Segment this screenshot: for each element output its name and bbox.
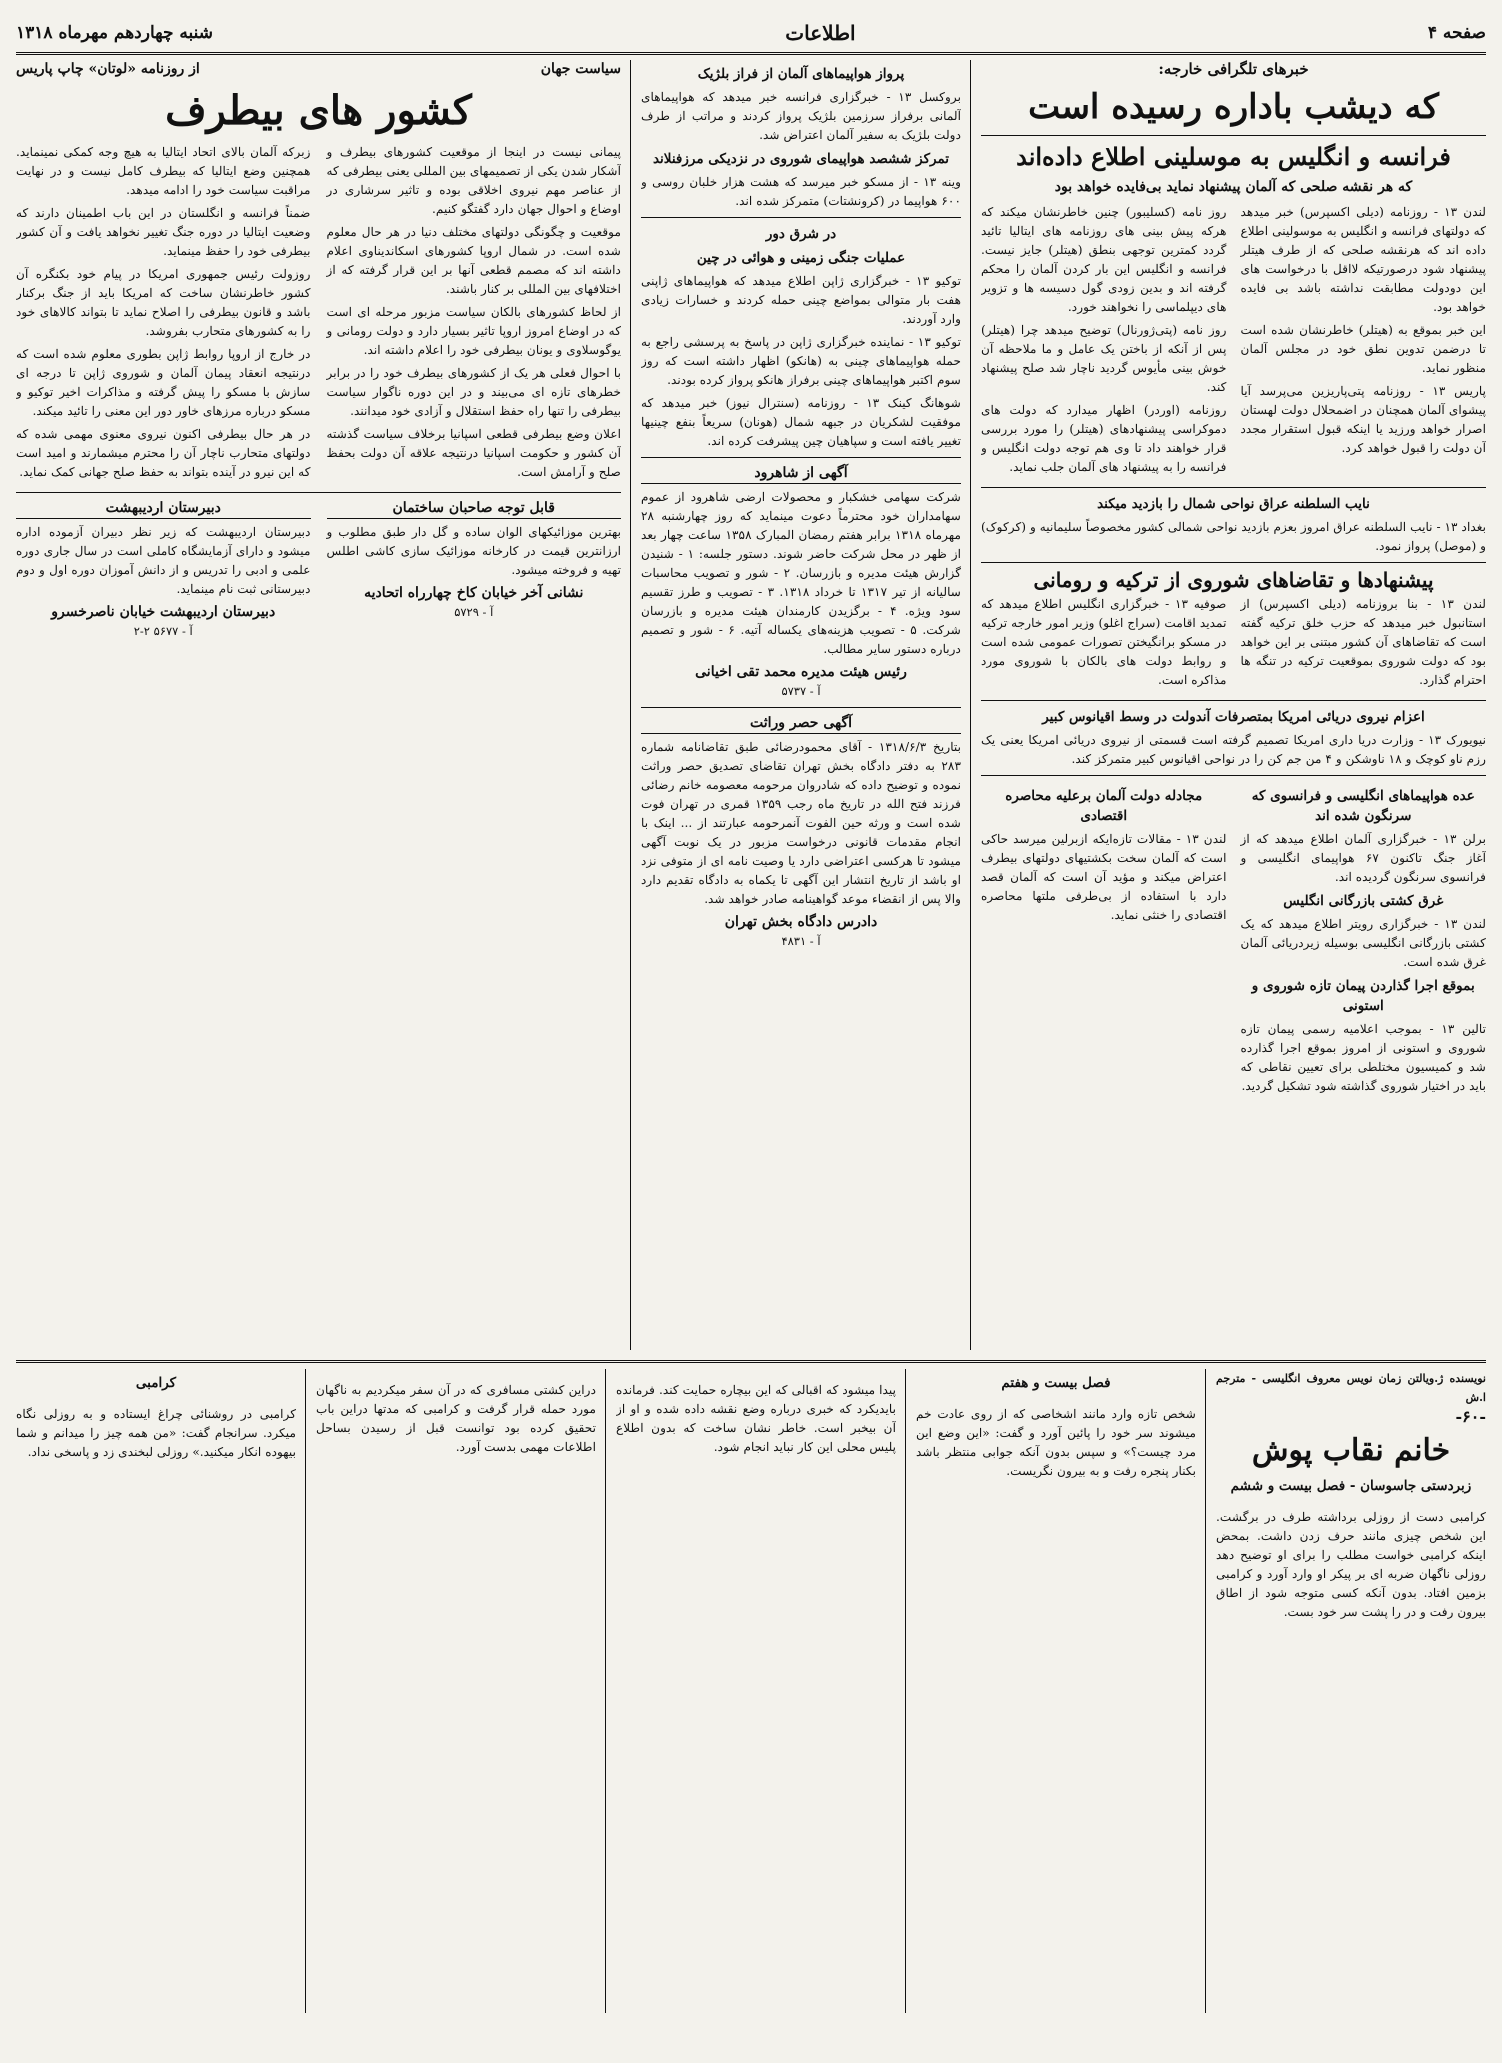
serial-column xyxy=(916,1369,1196,2013)
serial-column xyxy=(616,1369,896,2013)
serial-section xyxy=(16,1360,1486,2013)
story-paragraph: لندن ۱۳ - بنا بروزنامه (دیلی اکسپرس) از استانبول خبر میدهد که حزب خلق ترکیه گفته است که تقاضاهای آن کشور مبتنی بر این خواهد بود که دولت شوروی بموقعیت ترکیه در تنگه ها احترام گذارد. xyxy=(1240,597,1486,687)
serial-text: پیدا میشود که اقبالی که این بیچاره حمایت کند. فرمانده بایدیکرد که خبری درباره وضع نقشه داده شده و او از آن بیخبر است. خاطر نشان ساخت که بدون اطلاع پلیس محلی این کار نباید انجام شود. xyxy=(616,1383,896,1455)
headline-planes: عده هواپیماهای انگلیسی و فرانسوی که سرنگون شده اند xyxy=(1251,788,1475,824)
serial-text: شخص تازه وارد مانند اشخاصی که از روی عادت خم میشوند سر خود را پائین آورد و گفت: «این وضع این مرد چیست؟» و سپس بدون آنکه جوابی منتظر باشد بکنار پنجره رفت و به بیرون نگریست. xyxy=(916,1407,1196,1479)
story-paragraph: در خارج از اروپا روابط ژاپن بطوری معلوم شده است که درنتیجه انعقاد پیمان آلمان و شوروی ژاپن تا درجه ای سازش با مسکو را پیش گرفته و مذاکرات اخیر توکیو و مسکو درباره مرزهای خاور دور این معنی را تائید میکند. xyxy=(16,347,311,418)
story-paragraph: روز نامه (کسلیبور) چنین خاطرنشان میکند که هرکه پیش بینی های روزنامه های ایتالیا تائید گردد کمترین توجهی بنطق (هیتلر) جایز نیست. فرانسه و انگلیس این بار کردن آلمان را محکم گرفته اند و بدین زودی گول دسیسه ها و تزویر های دیپلماسی را نخواهند خورد. xyxy=(981,205,1227,314)
ad-body: بتاریخ ۱۳۱۸/۶/۳ - آقای محمودرضائی طبق تقاضانامه شماره ۲۸۳ به دفتر دادگاه بخش تهران تقاضای تصدیق حصر وراثت نموده و توضیح داده که شادروان مرحومه معصومه خانم رضائی فرزند فتح الله در تاریخ ماه رجب ۱۳۵۹ قمری در تهران فوت شده است و ورثه حین الفوت آنمرحومه عبارتند از ... اینک با انجام مقدمات قانونی درخواست مزبور در یک نوبت آگهی میشود تا هرکسی اعتراضی دارد یا وصیت نامه ای از متوفی نزد او باشد از تاریخ انتشار این آگهی تا یکماه به دادگاه تقدیم دارد والا پس از انقضاء موعد گواهینامه صادر خواهد شد. xyxy=(641,740,961,906)
serial-column xyxy=(316,1369,596,2013)
headline-pact: بموقع اجرا گذاردن پیمان تازه شوروی و استونی xyxy=(1251,978,1475,1014)
main-headline: فرانسه و انگلیس به موسلینی اطلاع داده‌اند xyxy=(1016,142,1451,171)
story-paragraph: روزنامه (اوردر) اظهار میدارد که دولت های دموکراسی پیشنهادهای (هیتلر) را مورد بررسی قرار خواهند داد تا وی هم توجه دولت انگلیس و فرانسه را به پیشنهاد های آلمان جلب نماید. xyxy=(981,403,1227,474)
story-paragraph: شوهانگ کینک ۱۳ - روزنامه (سنترال نیوز) خبر میدهد که موفقیت لشکریان در جبهه شمال (هونان) سریعاً بنفع چینیها تغییر یافته است و سپاهیان چین پیشرفت کرده اند. xyxy=(641,396,961,448)
story-paragraph: توکیو ۱۳ - خبرگزاری ژاپن اطلاع میدهد که هواپیماهای ژاپنی هفت بار متوالی بمواضع چینی حمله کردند و خسارات زیادی وارد آوردند. xyxy=(641,274,961,326)
headline-iraq: نایب السلطنه عراق نواحی شمال را بازدید میکند xyxy=(1097,496,1370,512)
story-paragraph: این خبر بموقع به (هیتلر) خاطرنشان شده است تا درضمن تدوین نطق خود در مجلس آلمان منظور نماید. xyxy=(1240,323,1486,375)
main-story xyxy=(981,203,1486,481)
ad-title: آگهی حصر وراثت xyxy=(641,714,961,734)
politics-headline: کشور های بیطرف xyxy=(165,87,472,134)
column-foreign-news xyxy=(981,60,1486,1350)
ad-body: شرکت سهامی خشکبار و محصولات ارضی شاهرود از عموم سهامداران خود محترماً دعوت مینماید که روز چهارشنبه ۲۸ مهرماه ۱۳۱۸ برابر هفتم رمضان المبارک ۱۳۵۸ ساعت چهار بعد از ظهر در محل شرکت حاضر شوند. دستور جلسه: ۱ - شنیدن گزارش هیئت مدیره و بازرسان. ۲ - شور و تصویب محاسبات سالیانه از تیر ۱۳۱۷ تا خرداد ۱۳۱۸. ۳ - تصویب و طرز تقسیم سود ویژه. ۴ - برگزیدن کارمندان هیئت مدیره و بازرسان شرکت. ۵ - تصویب هزینه‌های یکساله آتیه. ۶ - شور و تصمیم درباره دستور سایر مطالب. xyxy=(641,490,961,656)
headline-far-east: در شرق دور xyxy=(765,226,837,242)
newspaper-page xyxy=(16,14,1486,2024)
source-label: از روزنامه «لوتان» چاپ پاریس xyxy=(16,61,200,77)
page-number: صفحه ۴ xyxy=(1427,23,1486,43)
story-paragraph: لندن ۱۳ - مقالات تازه‌ایکه ازبرلین میرسد حاکی است که آلمان سخت بکشتیهای دولتهای بیطرف اعتراض میکند و مؤید آن است که آلمان قصد دارد با استفاده از بی‌طرفی ملتها محاصره اقتصادی را خنثی نماید. xyxy=(981,832,1227,922)
ad-signature: دبیرستان اردیبهشت خیابان ناصرخسرو xyxy=(51,604,276,620)
ad-number: آ - ۵۶۷۷ ۲-۲ xyxy=(133,624,193,638)
story-paragraph: موقعیت و چگونگی دولتهای مختلف دنیا در هر حال معلوم شده است. در شمال اروپا کشورهای اسکاندیناوی اعلام داشته اند که مصمم قطعی آنها بر این قرار گرفته که از اختلافهای بین المللی بر کنار باشند. xyxy=(326,225,621,296)
politics-story xyxy=(16,143,621,486)
story-paragraph: از لحاظ کشورهای بالکان سیاست مزبور مرحله ای است که در اوضاع امروز اروپا تاثیر بسیار دارد و دولت رومانی و یوگوسلاوی و یونان بیطرفی خود را اعلام داشته اند. xyxy=(326,305,621,357)
paper-name: اطلاعات xyxy=(785,21,856,45)
serial-author: نویسنده ژ.ویالتن زمان نویس معروف انگلیسی - مترجم ا.ش xyxy=(1216,1372,1486,1404)
ad-number: آ - ۵۷۳۷ xyxy=(781,684,821,698)
ad-body: بهترین موزائیکهای الوان ساده و گل دار طبق مطلوب و ارزانترین قیمت در کارخانه موزائیک سازی کاشی اطلس تهیه و فروخته میشود. xyxy=(326,525,621,577)
serial-title: خانم نقاب پوش xyxy=(1251,1433,1451,1468)
story-paragraph: اعلان وضع بیطرفی قطعی اسپانیا برخلاف سیاست گذشته آن کشور و حکومت اسپانیا درنتیجه علاقه آن دولت بحفظ صلح و آرامش است. xyxy=(326,427,621,479)
story-paragraph: ضمناً فرانسه و انگلستان در این باب اطمینان دارند که وضعیت ایتالیا در دوره جنگ تغییر نخواهد یافت و آن کشور بیطرفی خود را حفظ مینماید. xyxy=(16,206,311,258)
section-label: سیاست جهان xyxy=(540,61,621,77)
story-paragraph: زبرکه آلمان بالای اتحاد ایتالیا به هیچ وجه کمکی نمینماید. همچنین وضع ایتالیا که بیطرف کامل نیست و در نهایت مراقبت سیاست خود را ادامه میدهد. xyxy=(16,145,311,197)
ad-signature: رئیس هیئت مدیره محمد تقی اخیانی xyxy=(695,664,907,680)
headline-blockade: مجادله دولت آلمان برعلیه محاصره اقتصادی xyxy=(1005,788,1203,824)
story-paragraph: روزولت رئیس جمهوری امریکا در پیام خود بکنگره آن کشور خاطرنشان ساخت که امریکا باید از جنگ برکنار باشد و قانون بیطرفی را اصلاح نماید تا بتواند کالاهای خود را به کشورهای متحارب بفروشد. xyxy=(16,267,311,338)
banner-headline: که دیشب باداره رسیده است xyxy=(1028,87,1439,127)
ad-school xyxy=(16,499,311,645)
serial-text: دراین کشتی مسافری که در آن سفر میکردیم به ناگهان مورد حمله قرار گرفت و کرامبی که مدتها دراین باب تحقیق کرده بود توانست قبل از رسیدن بساحل اطلاعات مهمی بدست آورد. xyxy=(316,1383,596,1455)
story-paragraph: پیمانی نیست در اینجا از موقعیت کشورهای بیطرف و آشکار شدن یکی از تصمیمهای بین المللی یعنی بیطرفی که از عناصر مهم نیروی اخلاقی بوده و تاثیر سرشاری در اوضاع و احوال جهان دارد گفتگو کنیم. xyxy=(326,145,621,216)
kicker: خبرهای تلگرافی خارجه: xyxy=(1158,60,1309,78)
ad-signature: دادرس دادگاه بخش تهران xyxy=(724,914,878,930)
ad-title: آگهی از شاهرود xyxy=(641,464,961,484)
issue-date: شنبه چهاردهم مهرماه ۱۳۱۸ xyxy=(16,23,214,43)
serial-chapter-head: فصل بیست و هفتم xyxy=(1001,1375,1111,1391)
serial-subtitle: زبردستی جاسوسان - فصل بیست و ششم xyxy=(1230,1478,1472,1494)
column-middle xyxy=(641,60,961,1350)
serial-text: کرامبی در روشنائی چراغ ایستاده و به روزلی نگاه میکرد. سرانجام گفت: «من همه چیز را میدانم و شما بیهوده انکار میکنید.» روزلی لبخندی زد و پاسخی نداد. xyxy=(16,1407,296,1460)
story-paragraph: روز نامه (پتی‌ژورنال) توضیح میدهد چرا (هیتلر) پس از آنکه از باختن یک عامل و ما ملاحظه آن خوش بینی مأیوس گردید ناچار شد صلح پیشنهاد کند. xyxy=(981,323,1227,394)
serial-text: کرامبی دست از روزلی برداشته طرف در برگشت. این شخص چیزی مانند حرف زدن داشت. بمحض اینکه کرامبی خواست مطلب را برای او توضیح دهد روزلی ناگهان ضربه ای بر پیکر او وارد آورد و کرامبی بزمین افتاد. بدون آنکه کسی متوجه شود از اطاق بیرون رفت و در را پشت سر خود بست. xyxy=(1216,1510,1486,1620)
masthead xyxy=(16,14,1486,55)
ad-signature: نشانی آخر خیابان کاخ چهارراه اتحادیه xyxy=(364,585,584,601)
serial-chapter-head: کرامبی xyxy=(135,1375,177,1391)
headline-china-ops: عملیات جنگی زمینی و هوائی در چین xyxy=(696,250,906,266)
story-paragraph: تالین ۱۳ - بموجب اعلامیه رسمی پیمان تازه شوروی و استونی از امروز بموقع اجرا گذارده شد و کمیسیون مختلطی برای تعیین نقاطی که باید در اختیار شوروی گذاشته شود تشکیل گردید. xyxy=(1240,1022,1486,1093)
headline-belgium: پرواز هواپیماهای آلمان از فراز بلژیک xyxy=(697,66,905,82)
story-paragraph: توکیو ۱۳ - نماینده خبرگزاری ژاپن در پاسخ به پرسشی راجع به حمله هواپیماهای چینی به (هانکو) اظهار داشته است که روز سوم اکتبر هواپیماهای چینی برفراز هانکو پرواز کرده بودند. xyxy=(641,335,961,387)
story-paragraph: لندن ۱۳ - روزنامه (دیلی اکسپرس) خبر میدهد که دولتهای فرانسه و انگلیس به موسولینی اطلاع داده اند که هرنقشه صلحی که از طرف هیتلر پیشنهاد شود درصورتیکه لااقل با درخواست های این دودولت مطابقت نداشته باشد بی فایده خواهد بود. xyxy=(1240,205,1486,314)
column-rule xyxy=(630,60,631,1350)
story-paragraph: نیویورک ۱۳ - وزارت دریا داری امریکا تصمیم گرفته است قسمتی از نیروی دریائی امریکا یعنی یک رزم ناو کوچک و ۱۸ ناوشکن و ۴ من جم کن را در نواحی اقیانوس کبیر متمرکز کند. xyxy=(981,733,1486,766)
serial-column xyxy=(16,1369,296,2013)
story-paragraph: در هر حال بیطرفی اکنون نیروی معنوی مهمی شده که دولتهای متحارب ناچار آن را محترم میشمارند و امید است که این نیرو در آینده بتواند به حفظ صلح جهانی کمک نماید. xyxy=(16,427,311,479)
serial-title-column xyxy=(1216,1369,1486,2013)
column-rule xyxy=(970,60,971,1350)
ad-body: دبیرستان اردیبهشت که زیر نظر دبیران آزموده اداره میشود و دارای آزمایشگاه کاملی است در سال جاری دوره علمی و ادبی را تدریس و از دانش آموزان دوره اول و دوم دبیرستانی ثبت نام مینماید. xyxy=(16,525,311,596)
main-subhead: که هر نقشه صلحی که آلمان پیشنهاد نماید بی‌فایده خواهد بود xyxy=(1054,179,1413,195)
ad-number: آ - ۴۸۳۱ xyxy=(781,934,821,948)
ad-number: آ - ۵۷۲۹ xyxy=(454,605,494,619)
headline-navy: اعزام نیروی دریائی امریکا بمتصرفات آندولت در وسط اقیانوس کبیر xyxy=(1042,709,1425,725)
headline-soviet-planes: تمرکز ششصد هواپیمای شوروی در نزدیکی مرزفنلاند xyxy=(652,151,950,167)
column-world-politics xyxy=(16,60,621,1350)
story-paragraph: بغداد ۱۳ - نایب السلطنه عراق امروز بعزم بازدید نواحی شمالی کشور مخصوصاً سلیمانیه و (کرکوک) و (موصل) پرواز نمود. xyxy=(981,520,1486,553)
story-paragraph: لندن ۱۳ - خبرگزاری رویتر اطلاع میدهد که یک کشتی بازرگانی انگلیسی بوسیله زیردریائی آلمان غرق شده است. xyxy=(1240,917,1486,969)
story-paragraph: بروکسل ۱۳ - خبرگزاری فرانسه خبر میدهد که هواپیماهای آلمانی برفراز سرزمین بلژیک پرواز کردند و مراتب از طرف دولت بلژیک به سفیر آلمان اعتراض شد. xyxy=(641,90,961,142)
story-paragraph: با احوال فعلی هر یک از کشورهای بیطرف خود را در برابر خطرهای تازه ای می‌بیند و در این دوره ناگوار سیاست بیطرفی را تنها راه حفظ استقلال و آزادی خود میدانند. xyxy=(326,366,621,418)
story-paragraph: برلن ۱۳ - خبرگزاری آلمان اطلاع میدهد که از آغاز جنگ تاکنون ۶۷ هواپیمای انگلیسی و فرانسوی سرنگون گردیده اند. xyxy=(1240,832,1486,884)
headline-ship: غرق کشتی بازرگانی انگلیس xyxy=(1283,893,1444,909)
story-paragraph: پاریس ۱۳ - روزنامه پتی‌پاریزین می‌پرسد آیا پیشوای آلمان همچنان در اضمحلال دولت لهستان اصرار خواهد ورزید یا اینکه قبول استقرار مجدد آن دولت را قبول خواهد کرد. xyxy=(1240,384,1486,455)
top-columns xyxy=(16,60,1486,1350)
headline-turkey: پیشنهادها و تقاضاهای شوروی از ترکیه و رومانی xyxy=(1033,568,1434,592)
ad-title: دبیرستان اردیبهشت xyxy=(16,499,311,519)
ad-building xyxy=(327,499,622,645)
story-paragraph: وینه ۱۳ - از مسکو خبر میرسد که هشت هزار خلبان روسی و ۶۰۰ هواپیما در (کرونشتات) متمرکز شده اند. xyxy=(641,175,961,208)
ad-title: قابل توجه صاحبان ساختمان xyxy=(327,499,622,519)
serial-number: -۶۰- xyxy=(1455,1407,1486,1426)
story-paragraph: صوفیه ۱۳ - خبرگزاری انگلیس اطلاع میدهد که تمدید اقامت (سراج اغلو) وزیر امور خارجه ترکیه در مسکو برانگیختن تصورات عمومی شده است و روابط دولت های بالکان با شوروی مورد مذاکره است. xyxy=(981,597,1227,687)
